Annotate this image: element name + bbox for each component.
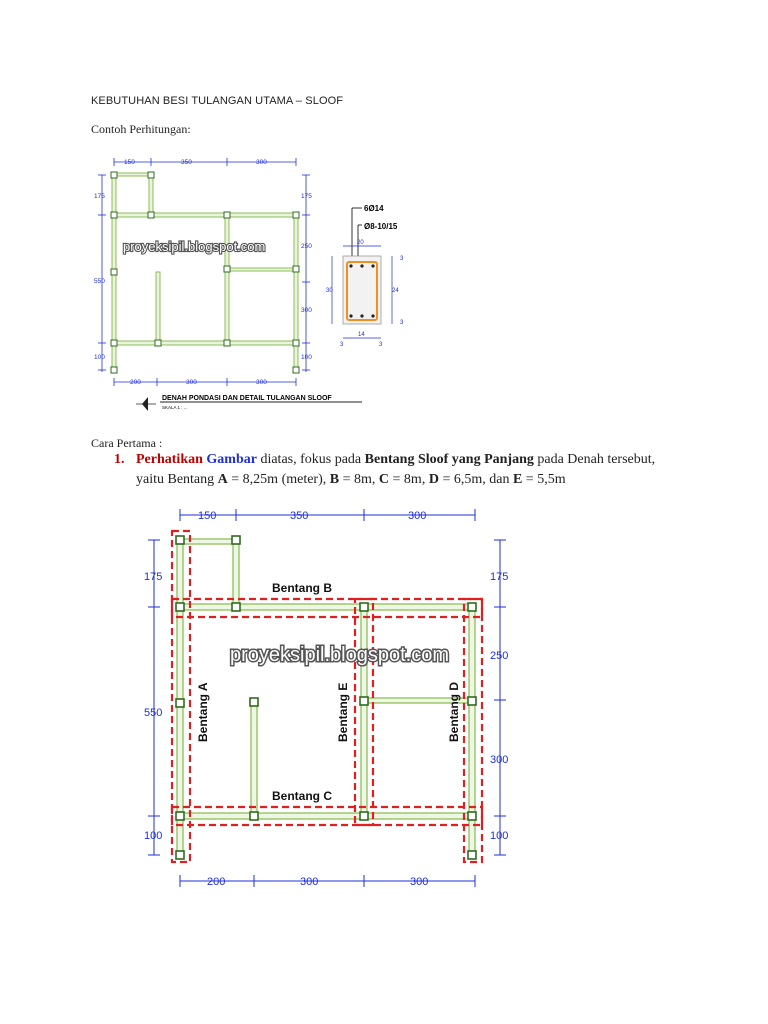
dim-left-3: 100 [144,830,163,842]
step-text: Perhatikan Gambar diatas, fokus pada Bentang Sloof yang Panjang pada Denah tersebut, yaitu Bentang A = 8,25m (meter), B = 8m, C = 8m, D = 6,5m, dan E = 5,5m [136,452,656,487]
dim-right-2: 250 [301,243,312,250]
step-number: 1. [114,452,125,467]
span-highlight-figure [140,500,520,895]
dim-bottom-1: 200 [207,876,226,888]
figure-caption: DENAH PONDASI DAN DETAIL TULANGAN SLOOF [162,395,332,402]
method-label: Cara Pertama : [91,436,163,450]
dim-left-1: 175 [144,571,163,583]
span-e-label: Bentang E [336,682,350,742]
section-cover-top: 3 [400,256,404,262]
section-cover-bottom: 3 [400,320,404,326]
section-height: 30 [326,288,333,294]
dim-right-3: 300 [490,754,509,766]
dim-left-2: 550 [144,707,163,719]
span-d-label: Bentang D [447,682,461,742]
section-cover-left: 3 [340,342,344,348]
dim-right-4: 100 [490,830,509,842]
dim-right-1: 175 [490,571,509,583]
dim-bottom-3: 300 [410,876,429,888]
dim-right-3: 300 [301,307,312,314]
watermark: proyeksipil.blogspot.com [230,644,449,666]
dim-top-2: 350 [290,510,309,522]
dim-left-2: 550 [94,278,105,285]
intro-text: Contoh Perhitungan: [91,122,191,136]
span-b-label: Bentang B [272,581,332,595]
step-1 [114,450,674,490]
dim-right-4: 100 [301,354,312,361]
section-inner-width: 14 [358,332,365,338]
dim-top-2: 350 [181,159,192,166]
figure-scale: SKALA 1 : ... [162,405,188,410]
dim-top-1: 150 [198,510,217,522]
sloof-section-detail [326,204,404,348]
dim-bottom-2: 300 [186,379,197,386]
dim-bottom-2: 300 [300,876,319,888]
dim-top-1: 150 [124,159,135,166]
dim-top-3: 300 [256,159,267,166]
dim-right-2: 250 [490,650,509,662]
span-a-label: Bentang A [196,682,210,742]
span-c-label: Bentang C [272,789,332,803]
section-width: 20 [357,240,364,246]
dim-top-3: 300 [408,510,427,522]
main-rebar-label: 6Ø14 [364,204,384,213]
section-inner-height: 24 [392,288,399,294]
section-cover-right: 3 [379,342,383,348]
dim-bottom-3: 300 [256,379,267,386]
watermark: proyeksipil.blogspot.com [123,239,266,254]
stirrup-label: Ø8-10/15 [364,222,398,231]
dim-left-3: 100 [94,354,105,361]
dim-right-1: 175 [301,193,312,200]
dim-left-1: 175 [94,193,105,200]
dim-bottom-1: 200 [130,379,141,386]
foundation-plan-figure [90,152,430,417]
page-heading: KEBUTUHAN BESI TULANGAN UTAMA – SLOOF [91,95,344,107]
